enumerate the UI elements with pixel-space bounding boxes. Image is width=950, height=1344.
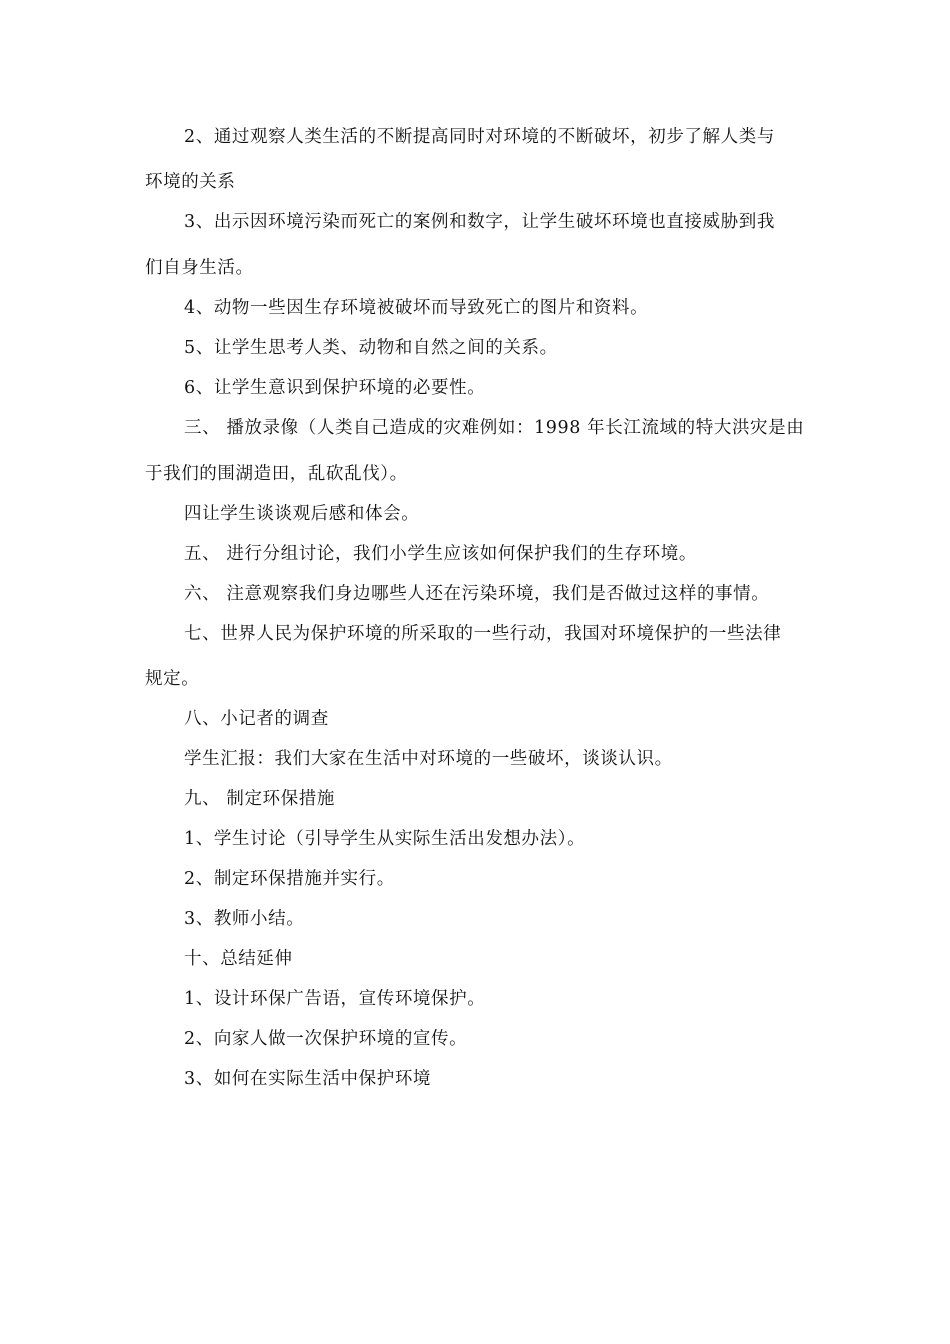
- paragraph-line: 七、世界人民为保护环境的所采取的一些行动，我国对环境保护的一些法律: [184, 624, 782, 644]
- paragraph-line: 3、出示因环境污染而死亡的案例和数字，让学生破坏环境也直接威胁到我: [184, 212, 775, 232]
- paragraph-line: 2、通过观察人类生活的不断提高同时对环境的不断破坏，初步了解人类与: [184, 127, 775, 147]
- paragraph-line: 学生汇报：我们大家在生活中对环境的一些破坏，谈谈认识。: [184, 749, 673, 769]
- paragraph-line: 3、教师小结。: [184, 909, 305, 929]
- paragraph-line: 十、总结延伸: [184, 949, 293, 969]
- paragraph-line: 四让学生谈谈观后感和体会。: [184, 504, 420, 524]
- paragraph-line: 环境的关系: [145, 172, 236, 192]
- paragraph-line: 三、 播放录像（人类自己造成的灾难例如：1998 年长江流域的特大洪灾是由: [184, 418, 805, 438]
- paragraph-line: 1、设计环保广告语，宣传环境保护。: [184, 989, 486, 1009]
- paragraph-line: 八、小记者的调查: [184, 709, 329, 729]
- paragraph-line: 4、动物一些因生存环境被破坏而导致死亡的图片和资料。: [184, 298, 649, 318]
- paragraph-line: 3、如何在实际生活中保护环境: [184, 1069, 432, 1089]
- paragraph-line: 们自身生活。: [145, 258, 254, 278]
- paragraph-line: 九、 制定环保措施: [184, 789, 335, 809]
- paragraph-line: 5、让学生思考人类、动物和自然之间的关系。: [184, 338, 558, 358]
- paragraph-line: 6、让学生意识到保护环境的必要性。: [184, 378, 486, 398]
- paragraph-line: 2、制定环保措施并实行。: [184, 869, 395, 889]
- paragraph-line: 规定。: [145, 669, 200, 689]
- paragraph-line: 2、向家人做一次保护环境的宣传。: [184, 1029, 468, 1049]
- paragraph-line: 六、 注意观察我们身边哪些人还在污染环境，我们是否做过这样的事情。: [184, 584, 770, 604]
- paragraph-line: 于我们的围湖造田，乱砍乱伐）。: [145, 464, 408, 484]
- paragraph-line: 1、学生讨论（引导学生从实际生活出发想办法）。: [184, 829, 586, 849]
- paragraph-line: 五、 进行分组讨论，我们小学生应该如何保护我们的生存环境。: [184, 544, 697, 564]
